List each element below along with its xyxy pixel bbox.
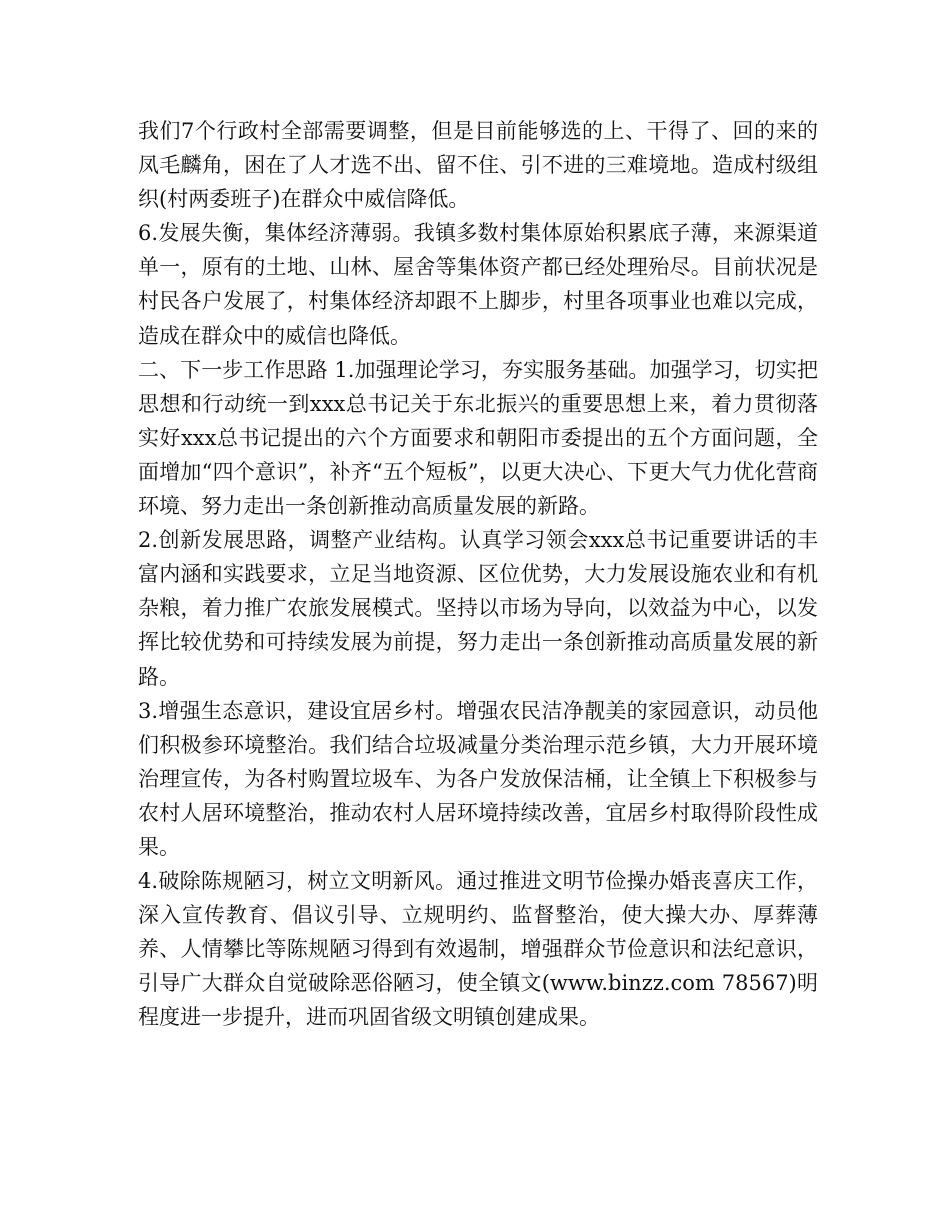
document-page	[138, 114, 818, 1035]
paragraph-next-steps-theory-study: 二、下一步工作思路 1.加强理论学习，夯实服务基础。加强学习，切实把思想和行动统一到xxx总书记关于东北振兴的重要思想上来，着力贯彻落实好xxx总书记提出的六个方面要求和朝阳市委提出的五个方面问题，全面增加“四个意识”，补齐“五个短板”，以更大决心、下更大气力优化营商环境、努力走出一条创新推动高质量发展的新路。	[138, 357, 818, 519]
paragraph-civilized-customs: 4.破除陈规陋习，树立文明新风。通过推进文明节俭操办婚丧喜庆工作，深入宣传教育、倡议引导、立规明约、监督整治，使大操大办、厚葬薄养、人情攀比等陈规陋习得到有效遏制，增强群众节俭意识和法纪意识，引导广大群众自觉破除恶俗陋习，使全镇文(www.binzz.com 78567)明程度进一步提升，进而巩固省级文明镇创建成果。	[138, 869, 818, 1030]
paragraph-ecological-awareness: 3.增强生态意识，建设宜居乡村。增强农民洁净靓美的家园意识，动员他们积极参环境整治。我们结合垃圾减量分类治理示范乡镇，大力开展环境治理宣传，为各村购置垃圾车、为各户发放保洁桶，让全镇上下积极参与农村人居环境整治，推动农村人居环境持续改善，宜居乡村取得阶段性成果。	[138, 698, 818, 859]
paragraph-industry-structure: 2.创新发展思路，调整产业结构。认真学习领会xxx总书记重要讲话的丰富内涵和实践要求，立足当地资源、区位优势，大力发展设施农业和有机杂粮，着力推广农旅发展模式。坚持以市场为导向，以效益为中心，以发挥比较优势和可持续发展为前提，努力走出一条创新推动高质量发展的新路。	[138, 528, 818, 689]
paragraph-talent-shortage: 我们7个行政村全部需要调整，但是目前能够选的上、干得了、回的来的凤毛麟角，困在了人才选不出、留不住、引不进的三难境地。造成村级组织(村两委班子)在群众中威信降低。	[138, 119, 818, 212]
paragraph-collective-economy: 6.发展失衡，集体经济薄弱。我镇多数村集体原始积累底子薄，来源渠道单一，原有的土地、山林、屋舍等集体资产都已经处理殆尽。目前状况是村民各户发展了，村集体经济却跟不上脚步，村里各项事业也难以完成，造成在群众中的威信也降低。	[138, 221, 818, 348]
